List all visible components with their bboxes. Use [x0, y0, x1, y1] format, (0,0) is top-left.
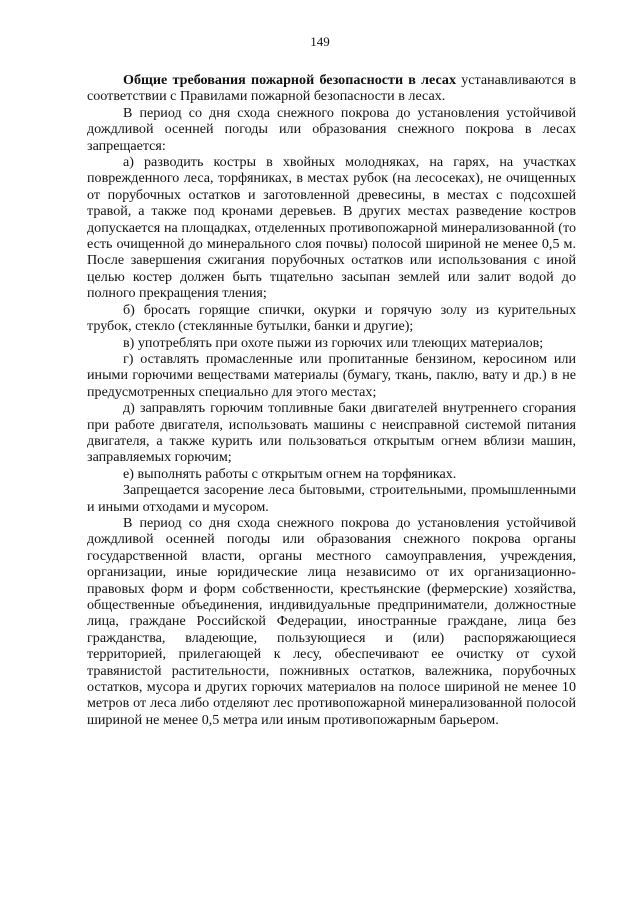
- paragraph-general-requirements: [87, 72, 576, 105]
- paragraph-littering-ban: Запрещается засорение леса бытовыми, строительными, промышленными и иными отходами и мусором.: [87, 482, 576, 515]
- paragraph-prohibition-intro: В период со дня схода снежного покрова до установления устойчивой дождливой осенней погоды или образования снежного покрова в лесах запрещается:: [87, 104, 576, 154]
- list-item-b: б) бросать горящие спички, окурки и горячую золу из курительных трубок, стекло (стеклянные бутылки, банки и другие);: [87, 301, 576, 335]
- list-item-d: д) заправлять горючим топливные баки двигателей внутреннего сгорания при работе двигателя, использовать машины с неисправной системой питания двигателя, а также курить или пользоваться открытым огнем вблизи машин, заправляемых горючим;: [87, 400, 576, 466]
- list-item-a: а) разводить костры в хвойных молодняках, на гарях, на участках поврежденного леса, торфяниках, в местах рубок (на лесосеках), не очищенных от порубочных остатков и заготовленной древесины, в местах с подсохшей травой, а также под кронами деревьев. В других местах разведение костров допускается на площадках, отделенных противопожарной минерализованной (то есть очищенной до минерального слоя почвы) полосой шириной не менее 0,5 м. После завершения сжигания порубочных остатков или использования с иной целью костер должен быть тщательно засыпан землей или залит водой до полного прекращения тления;: [87, 154, 576, 302]
- document-body: [87, 72, 576, 728]
- bold-heading-text: Общие требования пожарной безопасности в лесах: [123, 72, 457, 88]
- list-item-v: в) употреблять при охоте пыжи из горючих или тлеющих материалов;: [123, 334, 544, 351]
- paragraph-text: устанавливаются в соответствии с Правилами пожарной безопасности в лесах.: [87, 72, 576, 105]
- list-item-g: г) оставлять промасленные или пропитанные бензином, керосином или иными горючими веществами материалы (бумагу, ткань, паклю, вату и др.) в не предусмотренных специально для этого местах;: [87, 350, 576, 400]
- list-item-e: е) выполнять работы с открытым огнем на торфяниках.: [123, 465, 457, 482]
- page-number: 149: [310, 34, 330, 49]
- paragraph-territory-cleaning: В период со дня схода снежного покрова до установления устойчивой дождливой осенней погоды или образования снежного покрова органы государственной власти, органы местного самоуправления, учреждения, организации, иные юридические лица независимо от их организационно-правовых форм и форм собственности, крестьянские (фермерские) хозяйства, общественные объединения, индивидуальные предприниматели, должностные лица, граждане Российской Федерации, иностранные граждане, лица без гражданства, владеющие, пользующиеся и (или) распоряжающиеся территорией, прилегающей к лесу, обеспечивают ее очистку от сухой травянистой растительности, пожнивных остатков, валежника, порубочных остатков, мусора и других горючих материалов на полосе шириной не менее 10 метров от леса либо отделяют лес противопожарной минерализованной полосой шириной не менее 0,5 метра или иным противопожарным барьером.: [87, 514, 576, 728]
